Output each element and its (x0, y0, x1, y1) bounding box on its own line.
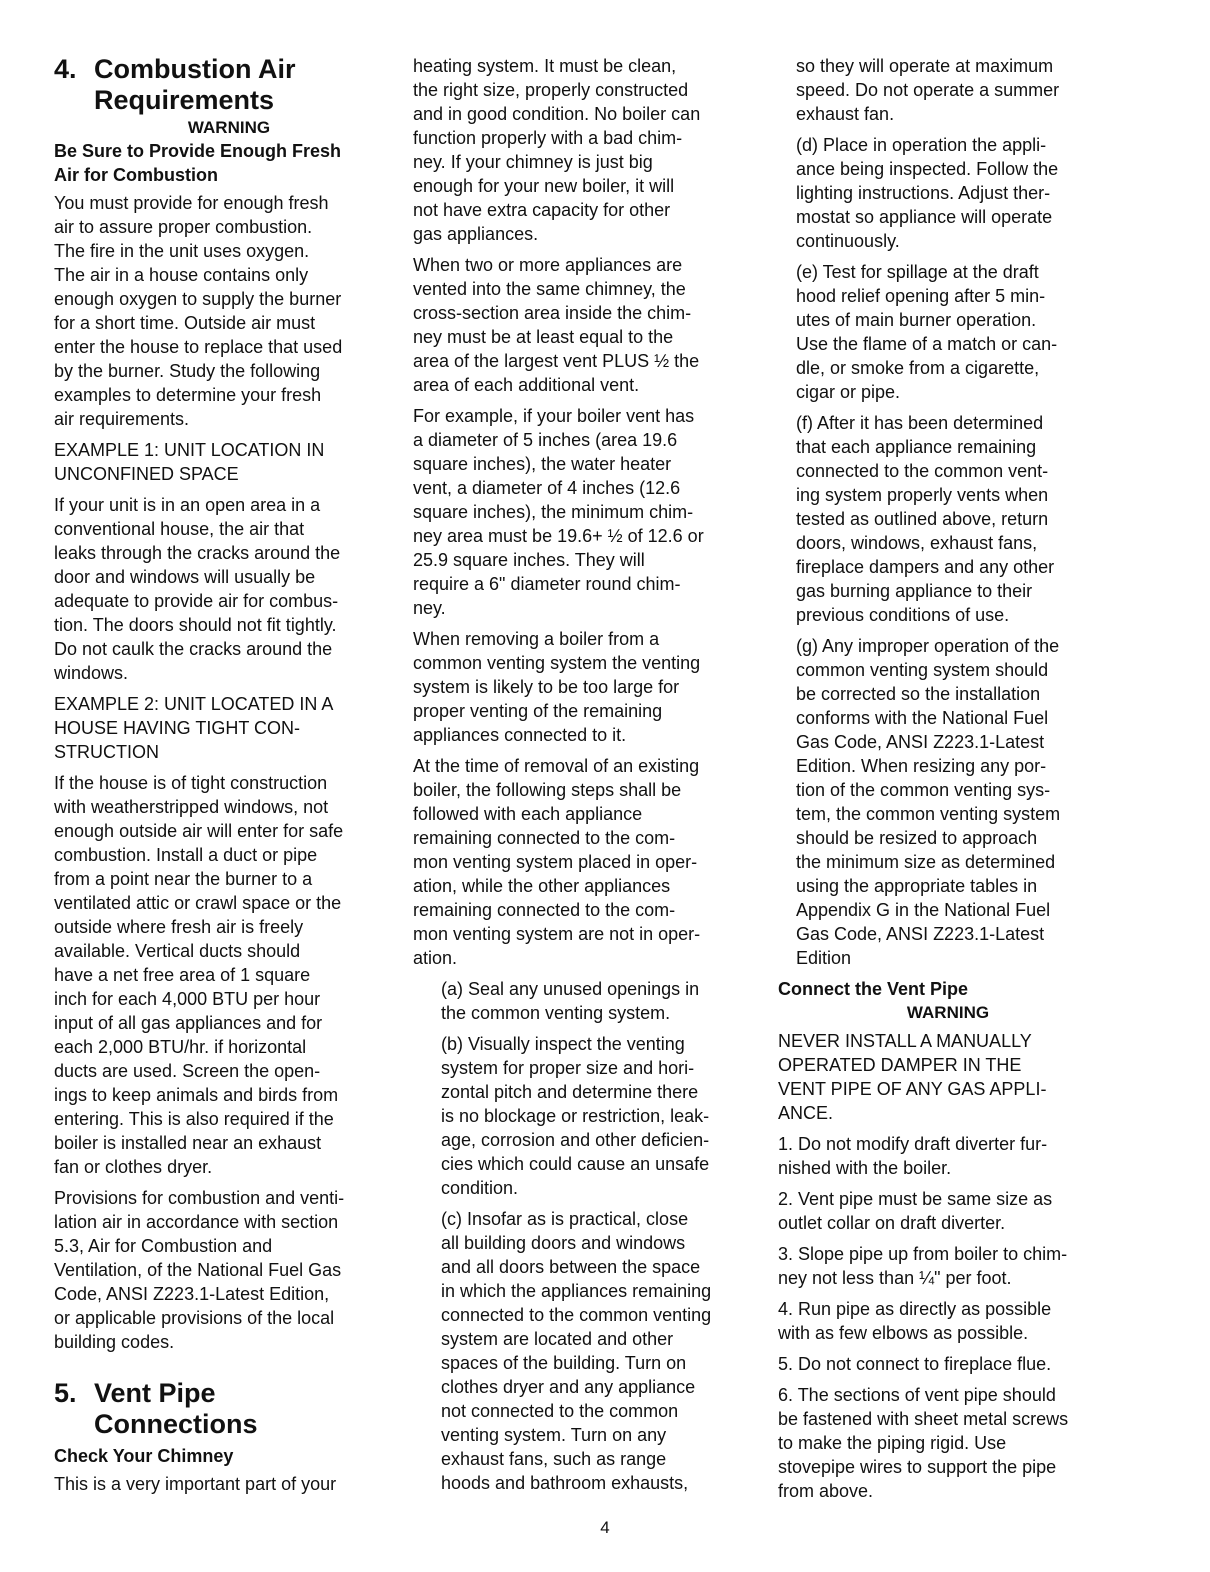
step-f: (f) After it has been determined that each appliance remaining connected to the common vent- ing system properly vents when tested as outlined above, return doors, windows, exhaust fans, fireplace dampers and any other gas burning appliance to their previous conditions of use. (796, 413, 1055, 625)
warning-label: WARNING (187, 118, 271, 137)
paragraph-example-1: If your unit is in an open area in a conventional house, the air that leaks through the cracks around the door and windows will usually be adequate to provide air for combus- tion. The doors should not fit tightly. Do not caulk the cracks around the windows. (54, 495, 341, 683)
paragraph-two-appliances: When two or more appliances are vented into the same chimney, the cross-section area inside the chim- ney must be at least equal to the area of the largest vent PLUS ½ the area of each additional vent. (413, 255, 700, 395)
paragraph-removal-steps: At the time of removal of an existing boiler, the following steps shall be followed with each appliance remaining connected to the com- mon venting system placed in oper- ation, while the other appliances remaining connected to the com- mon venting system are not in oper- ation. (413, 756, 701, 968)
step-e: (e) Test for spillage at the draft hood relief opening after 5 min- utes of main burner operation. Use the flame of a match or can- dle, or smoke from a cigarette, cigar or pipe. (796, 262, 1058, 402)
section-4-number: 4. (54, 54, 77, 84)
column-1 (54, 54, 404, 1503)
column-3 (778, 54, 1118, 1510)
vent-item-1: 1. Do not modify draft diverter fur- nished with the boiler. (778, 1134, 1048, 1178)
paragraph-provisions: Provisions for combustion and venti- lation air in accordance with section 5.3, Air for Combustion and Ventilation, of the National Fuel Gas Code, ANSI Z223.1-Latest Edition, or applicable provisions of the local building codes. (54, 1188, 345, 1352)
paragraph-fresh-air: You must provide for enough fresh air to assure proper combustion. The fire in the unit uses oxygen. The air in a house contains only enough oxygen to supply the burner for a short time. Outside air must enter the house to replace that used by the burner. Study the following examples to determine your fresh air requirements. (54, 193, 343, 429)
example-1-title: EXAMPLE 1: UNIT LOCATION IN UNCONFINED SPACE (54, 440, 325, 484)
vent-item-2: 2. Vent pipe must be same size as outlet collar on draft diverter. (778, 1189, 1053, 1233)
vent-item-4: 4. Run pipe as directly as possible with as few elbows as possible. (778, 1299, 1052, 1343)
section-4-title-line2: Requirements (94, 85, 275, 115)
section-5-title-line1: Vent Pipe (94, 1378, 216, 1408)
page-number: 4 (600, 1518, 610, 1537)
paragraph-chimney-cont: heating system. It must be clean, the right size, properly constructed and in good condition. No boiler can function properly with a bad chim- ney. If your chimney is just big enough for your new boiler, it will not have extra capacity for other gas appliances. (413, 56, 701, 244)
vent-item-6: 6. The sections of vent pipe should be fastened with sheet metal screws to make the piping rigid. Use stovepipe wires to support the pipe from above. (778, 1385, 1069, 1501)
example-2-title: EXAMPLE 2: UNIT LOCATED IN A HOUSE HAVING TIGHT CON- STRUCTION (54, 694, 334, 762)
warning-label-2: WARNING (906, 1003, 990, 1022)
section-4-title-line1: Combustion Air (94, 54, 296, 84)
section-5-title-line2: Connections (94, 1409, 258, 1439)
warning-damper-text: NEVER INSTALL A MANUALLY OPERATED DAMPER IN THE VENT PIPE OF ANY GAS APPLI- ANCE. (778, 1031, 1047, 1123)
section-4-heading (54, 54, 404, 116)
subheading-check-chimney: Check Your Chimney (54, 1446, 234, 1466)
vent-item-5: 5. Do not connect to fireplace flue. (778, 1354, 1052, 1374)
step-c: (c) Insofar as is practical, close all building doors and windows and all doors between the space in which the appliances remaining connected to the common venting system are located and other spaces of the building. Turn on clothes dryer and any appliance not connected to the common venting system. Turn on any exhaust fans, such as range hoods and bathroom exhausts, (441, 1209, 712, 1493)
column-2 (413, 54, 763, 1502)
vent-item-3: 3. Slope pipe up from boiler to chim- ney not less than ¼" per foot. (778, 1244, 1068, 1288)
section-5-heading (54, 1378, 404, 1440)
step-g: (g) Any improper operation of the common venting system should be corrected so the installation conforms with the National Fuel Gas Code, ANSI Z223.1-Latest Edition. When resizing any por- tion of the common venting sys- tem, the common venting system should be resized to approach the minimum size as determined using the appropriate tables in Appendix G in the National Fuel Gas Code, ANSI Z223.1-Latest Edition (796, 636, 1061, 968)
step-a: (a) Seal any unused openings in the common venting system. (441, 979, 700, 1023)
paragraph-example-2: If the house is of tight construction with weatherstripped windows, not enough outside air will enter for safe combustion. Install a duct or pipe from a point near the burner to a ventilated attic or crawl space or the outside where fresh air is freely available. Vertical ducts should have a net free area of 1 square inch for each 4,000 BTU per hour input of all gas appliances and for each 2,000 BTU/hr. if horizontal ducts are used. Screen the open- ings to keep animals and birds from entering. This is also required if the boiler is installed near an exhaust fan or clothes dryer. (54, 773, 344, 1177)
paragraph-removing-boiler: When removing a boiler from a common venting system the venting system is likely to be too large for proper venting of the remaining appliances connected to it. (413, 629, 701, 745)
step-c-cont: so they will operate at maximum speed. Do not operate a summer exhaust fan. (796, 56, 1060, 124)
step-b: (b) Visually inspect the venting system for proper size and hori- zontal pitch and determine there is no blockage or restriction, leak- age, corrosion and other deficien- cies which could cause an unsafe condition. (441, 1034, 710, 1198)
section-5-number: 5. (54, 1378, 77, 1408)
paragraph-chimney-start: This is a very important part of your (54, 1474, 337, 1494)
subheading-fresh-air: Be Sure to Provide Enough Fresh Air for Combustion (54, 141, 342, 185)
subheading-connect-vent: Connect the Vent Pipe (778, 979, 969, 999)
step-d: (d) Place in operation the appli- ance being inspected. Follow the lighting instructions. Adjust ther- mostat so appliance will operate continuously. (796, 135, 1059, 251)
paragraph-example-vent: For example, if your boiler vent has a diameter of 5 inches (area 19.6 square inches), the water heater vent, a diameter of 4 inches (12.6 square inches), the minimum chim- ney area must be 19.6+ ½ of 12.6 or 25.9 square inches. They will require a 6" diameter round chim- ney. (413, 406, 704, 618)
